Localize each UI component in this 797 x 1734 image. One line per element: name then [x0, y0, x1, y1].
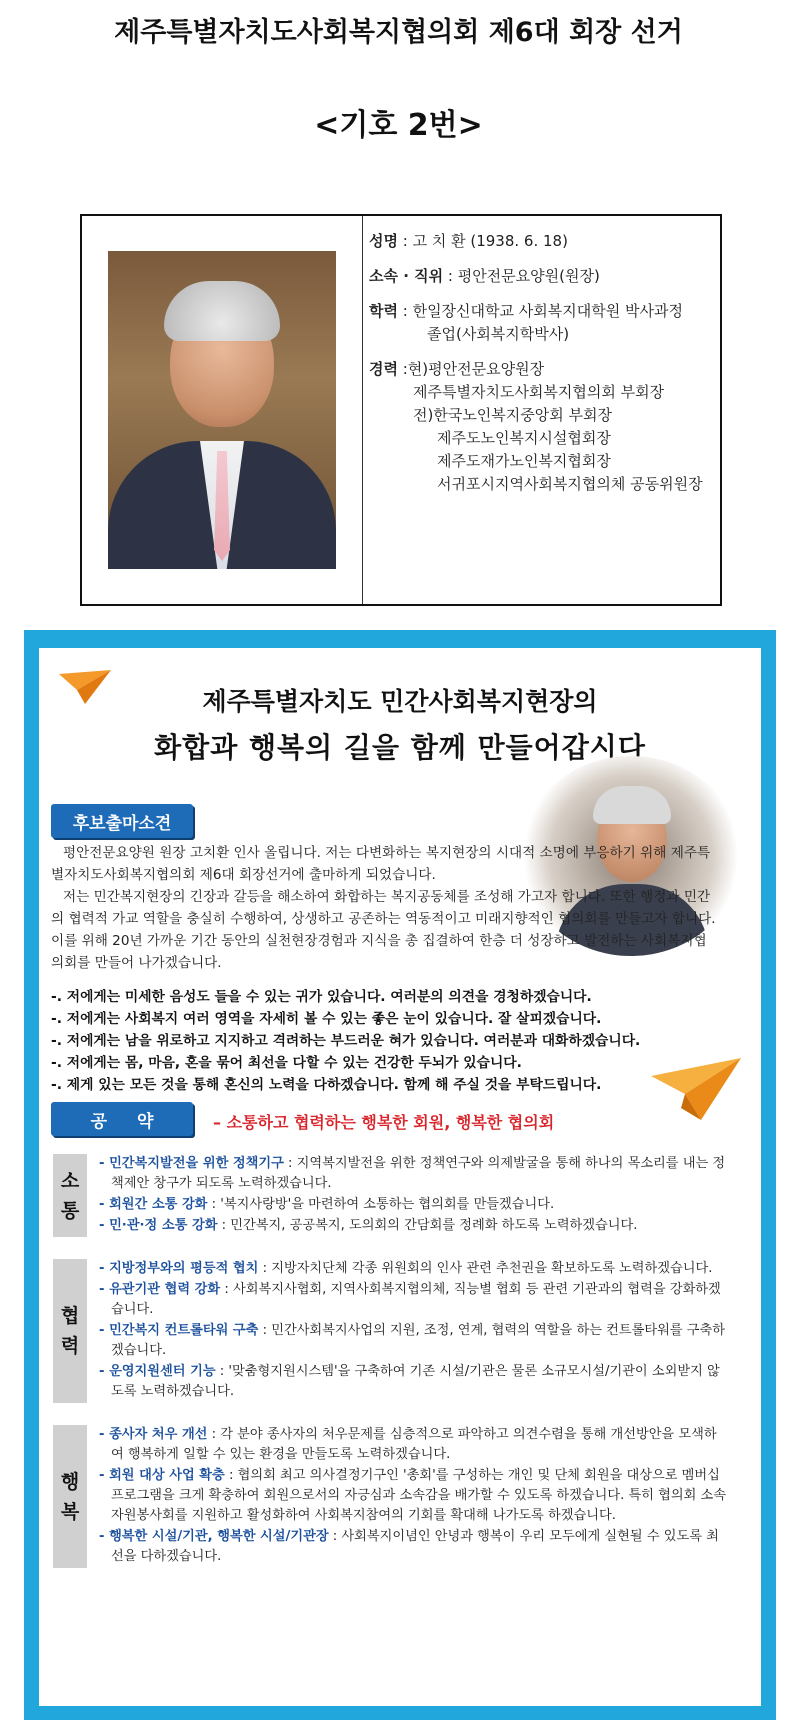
pledge-section-happiness — [53, 1425, 729, 1568]
paper-plane-icon — [651, 1058, 741, 1120]
resolve-item: -. 저에게는 남을 위로하고 지지하고 격려하는 부드러운 혀가 있습니다. 여러분과 대화하겠습니다. — [51, 1033, 641, 1049]
pledge-item-text: : 사회복지사협회, 지역사회복지협의체, 직능별 협회 등 관련 기관과의 협력을 강화하겠습니다. — [111, 1282, 721, 1317]
candidate-photo — [108, 251, 336, 569]
education-value-2: 졸업(사회복지학박사) — [427, 325, 570, 343]
career-item: :현)평안전문요양원장 — [397, 360, 545, 378]
pledge-item — [99, 1195, 729, 1215]
pledge-item — [99, 1425, 729, 1465]
pledge-sections — [53, 1154, 729, 1590]
section-label-char: 소 — [60, 1169, 80, 1192]
campaign-panel — [24, 630, 776, 1720]
pledge-item — [99, 1259, 729, 1279]
education-value-1: : 한일장신대학교 사회복지대학원 박사과정 — [397, 302, 683, 320]
career-item: 제주도재가노인복지협회장 — [437, 452, 611, 470]
intro-label-badge: 후보출마소견 — [51, 804, 193, 838]
intro-text — [51, 842, 717, 974]
campaign-panel-inner — [39, 648, 761, 1706]
campaign-headline-1: 제주특별자치도 민간사회복지현장의 — [202, 687, 598, 716]
section-label-char: 협 — [60, 1305, 80, 1327]
pledge-section-cooperation — [53, 1259, 729, 1403]
photo-cell — [82, 216, 363, 604]
pledge-item-key: - 민간복지 컨트롤타워 구축 — [99, 1323, 259, 1338]
resolve-item: -. 저에게는 사회복지 여러 영역을 자세히 볼 수 있는 좋은 눈이 있습니다. 잘 살피겠습니다. — [51, 1011, 602, 1027]
pledge-item-key: - 행복한 시설/기관, 행복한 시설/기관장 — [99, 1529, 329, 1544]
pledge-item-text: : 지방자치단체 각종 위원회의 인사 관련 추천권을 확보하도록 노력하겠습니다. — [258, 1261, 713, 1276]
pledge-item — [99, 1154, 729, 1194]
candidate-profile-box — [80, 214, 722, 606]
pledge-item-text: : '복지사랑방'을 마련하여 소통하는 협의회를 만들겠습니다. — [207, 1197, 555, 1212]
campaign-headline-2: 화합과 행복의 길을 함께 만들어갑시다 — [154, 731, 646, 764]
pledge-item-text: : 지역복지발전을 위한 정책연구와 의제발굴을 통해 하나의 목소리를 내는 정책제안 창구가 되도록 노력하겠습니다. — [111, 1156, 726, 1191]
pledge-item-text: : 협의회 최고 의사결정기구인 '총회'를 구성하는 개인 및 단체 회원을 대상으로 멤버십프로그램을 크게 확충하여 회원으로서의 자긍심과 소속감을 배가할 수 있도록 하겠습니다. 특히 협의회 소속 자원봉사회를 지원하고 활성화하여 사회복지참여의 기회를 확대해 나가도록 하겠습니다. — [111, 1468, 727, 1523]
pledge-item-key: - 유관기관 협력 강화 — [99, 1282, 221, 1297]
position-value: : 평안전문요양원(원장) — [443, 267, 600, 285]
pledge-item-text: : 민간사회복지사업의 지원, 조정, 연계, 협력의 역할을 하는 컨트롤타워를 구축하겠습니다. — [111, 1323, 725, 1358]
career-item: 제주도노인복지시설협회장 — [437, 429, 611, 447]
resolve-item: -. 저에게는 미세한 음성도 들을 수 있는 귀가 있습니다. 여러분의 의견을 경청하겠습니다. — [51, 989, 592, 1005]
section-label — [53, 1154, 87, 1237]
section-label-char: 통 — [60, 1199, 80, 1222]
section-label — [53, 1259, 87, 1403]
pledge-section-communication — [53, 1154, 729, 1237]
pledge-item-key: - 민간복지발전을 위한 정책기구 — [99, 1156, 284, 1171]
name-label: 성명 — [369, 232, 398, 250]
section-label — [53, 1425, 87, 1568]
intro-paragraph-1: 평안전문요양원 원장 고치환 인사 올립니다. 저는 다변화하는 복지현장의 시대적 소명에 부응하기 위해 제주특별자치도사회복지협의회 제6대 회장선거에 출마하게 되었습니다. — [51, 845, 711, 883]
intro-paragraph-2: 저는 민간복지현장의 긴장과 갈등을 해소하여 화합하는 복지공동체를 조성해 가고자 합니다. 또한 행정과 민간의 협력적 가교 역할을 충실히 수행하여, 상생하고 공존하는 역동적이고 미래지향적인 협의회를 만들고자 합니다. 이를 위해 20년 가까운 기간 동안의 실천현장경험과 지식을 총 집결하여 한층 더 성장하고 발전하는 사회복지협의회를 만들어 나가겠습니다. — [51, 889, 716, 971]
section-body — [87, 1425, 729, 1568]
pledge-item — [99, 1466, 729, 1526]
name-value: : 고 치 환 (1938. 6. 18) — [397, 232, 568, 250]
pledge-item-key: - 운영지원센터 기능 — [99, 1364, 216, 1379]
section-label-char: 행 — [60, 1470, 80, 1493]
pledge-item — [99, 1527, 729, 1567]
pledge-item-key: - 회원간 소통 강화 — [99, 1197, 208, 1212]
pledge-item-text: : 사회복지이념인 안녕과 행복이 우리 모두에게 실현될 수 있도록 최선을 다하겠습니다. — [111, 1529, 719, 1564]
education-label: 학력 — [369, 302, 398, 320]
career-row — [369, 358, 720, 496]
career-label: 경력 — [369, 360, 398, 378]
pledge-label-badge: 공약 — [51, 1102, 193, 1136]
page-title: 제주특별자치도사회복지협의회 제6대 회장 선거 — [114, 17, 683, 48]
pledge-item — [99, 1280, 729, 1320]
resolve-item: -. 제게 있는 모든 것을 통해 혼신의 노력을 다하겠습니다. 함께 해 주실 것을 부탁드립니다. — [51, 1077, 602, 1093]
section-label-char: 복 — [60, 1500, 80, 1523]
position-label: 소속 · 직위 — [369, 267, 444, 285]
career-item: 제주특별자치도사회복지협의회 부회장 — [413, 383, 665, 401]
pledge-item-key: - 지방정부와의 평등적 협치 — [99, 1261, 259, 1276]
candidate-number: <기호 2번> — [314, 108, 483, 143]
position-row — [369, 265, 720, 288]
candidate-info — [363, 216, 720, 604]
section-label-char: 력 — [60, 1335, 80, 1357]
name-row — [369, 230, 720, 253]
education-row — [369, 300, 720, 346]
section-body — [87, 1259, 729, 1403]
pledge-item — [99, 1362, 729, 1402]
pledge-item — [99, 1216, 729, 1236]
pledge-item-key: - 종사자 처우 개선 — [99, 1427, 208, 1442]
career-item: 서귀포시지역사회복지협의체 공동위원장 — [437, 475, 703, 493]
career-item: 전)한국노인복지중앙회 부회장 — [413, 406, 612, 424]
pledge-item-key: - 민·관·정 소통 강화 — [99, 1218, 218, 1233]
pledge-item-text: : '맞춤형지원시스템'을 구축하여 기존 시설/기관은 물론 소규모시설/기관이 소외받지 않도록 노력하겠습니다. — [111, 1364, 720, 1399]
pledge-item-key: - 회원 대상 사업 확충 — [99, 1468, 225, 1483]
pledge-item-text: : 각 분야 종사자의 처우문제를 심층적으로 파악하고 의견수렴을 통해 개선방안을 모색하여 행복하게 일할 수 있는 환경을 만들도록 노력하겠습니다. — [111, 1427, 717, 1462]
pledge-item-text: : 민간복지, 공공복지, 도의회의 간담회를 정례화 하도록 노력하겠습니다. — [217, 1218, 638, 1233]
resolve-item: -. 저에게는 몸, 마음, 혼을 묶어 최선을 다할 수 있는 건강한 두뇌가 있습니다. — [51, 1055, 522, 1071]
section-body — [87, 1154, 729, 1237]
pledge-item — [99, 1321, 729, 1361]
pledge-slogan: – 소통하고 협력하는 행복한 회원, 행복한 협의회 — [213, 1113, 555, 1132]
resolve-list — [51, 986, 727, 1096]
